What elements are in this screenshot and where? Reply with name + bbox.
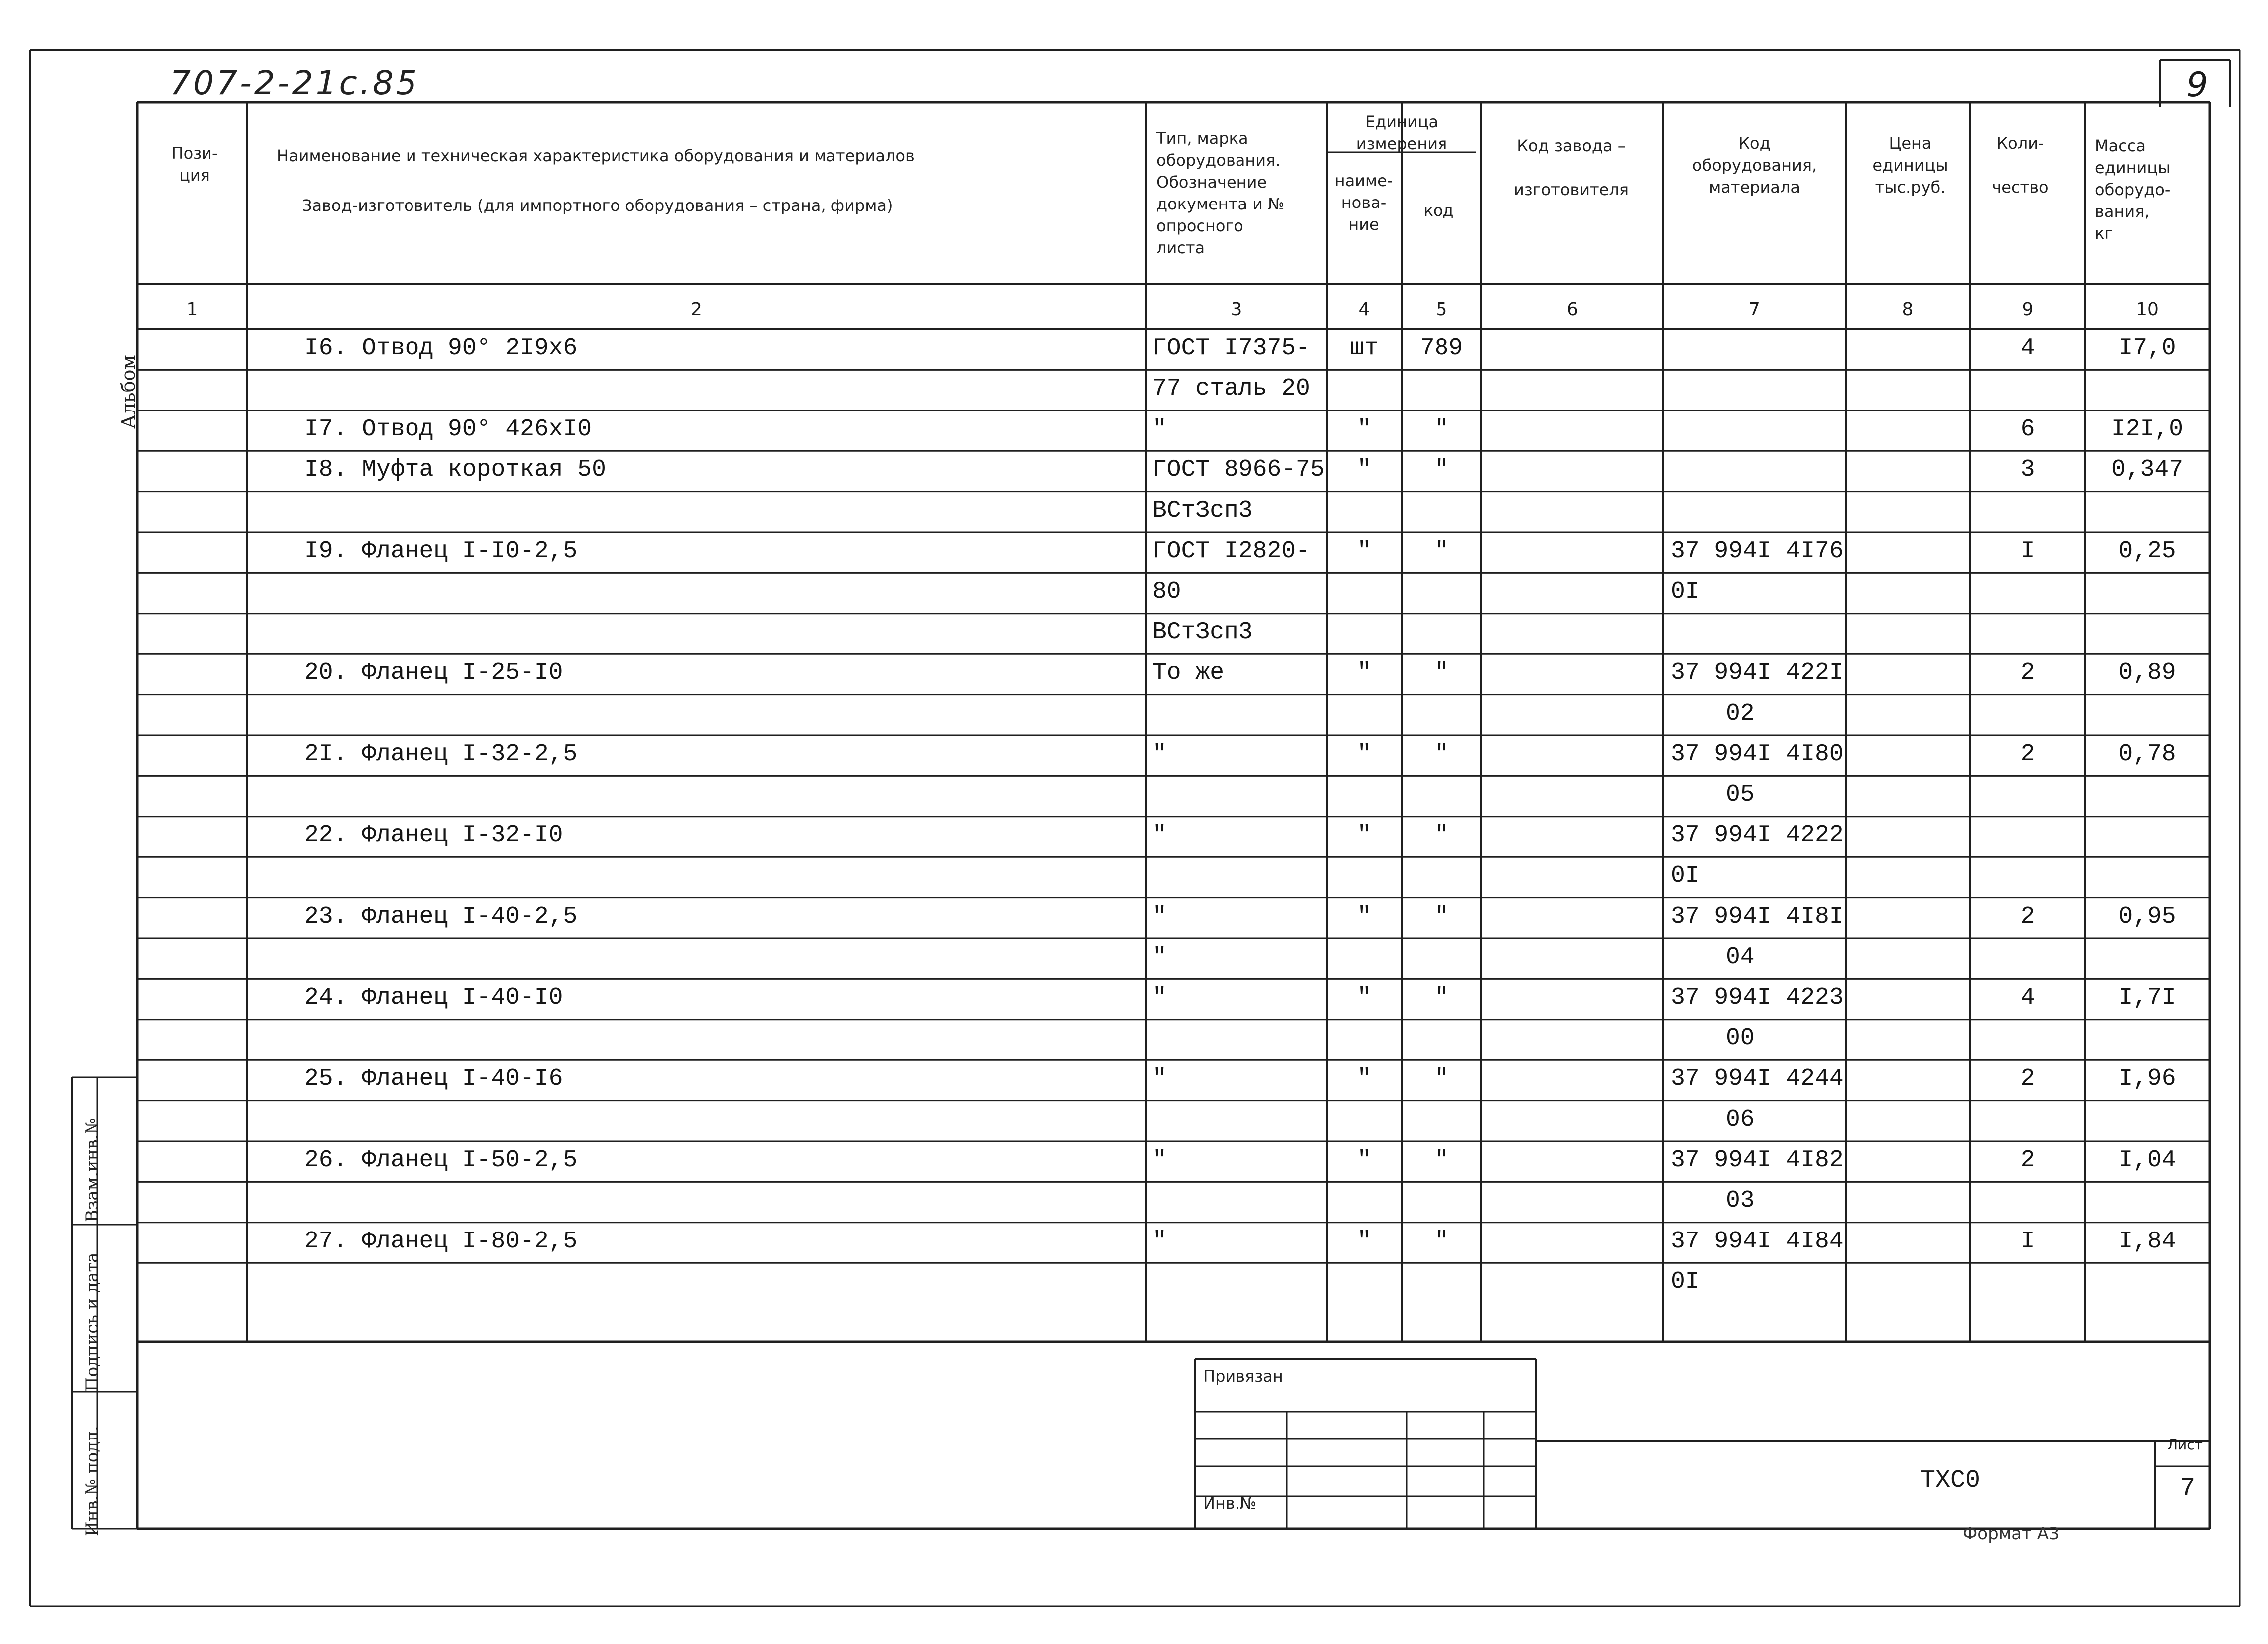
unit-code-cell: " [1434, 741, 1449, 768]
sheet-label: Лист [2167, 1437, 2203, 1453]
quantity-cell: 3 [2020, 456, 2035, 484]
quantity-cell: I [2020, 538, 2035, 565]
item-type-cell: 80 [1152, 578, 1181, 606]
item-name-cell: 2I. Фланец I-32-2,5 [304, 741, 578, 768]
unit-code-cell: " [1434, 415, 1449, 443]
material-code-cell: 37 994I 4I84 [1671, 1228, 1844, 1255]
material-code-cell: 37 994I 4I76 [1671, 538, 1844, 565]
material-code-cell: 37 994I 4244 [1671, 1065, 1844, 1093]
side-label-sign-date: Подпись и дата [82, 1252, 102, 1392]
stamp-inv-no: Инв.№ [1203, 1494, 1257, 1513]
item-type-cell: " [1152, 741, 1167, 768]
item-type-cell: ГОСТ I7375- [1152, 335, 1310, 362]
unit-code-cell: " [1434, 456, 1449, 484]
item-type-cell: " [1152, 822, 1167, 849]
item-type-cell: ГОСТ I2820- [1152, 538, 1310, 565]
material-code-cell: 06 [1726, 1106, 1755, 1133]
unit-name-cell: " [1357, 822, 1372, 849]
header-mass: Масса единицы оборудо- вания, кг [2095, 136, 2171, 243]
item-type-cell: " [1152, 944, 1167, 971]
unit-code-cell: " [1434, 659, 1449, 687]
material-code-cell: 03 [1726, 1187, 1755, 1215]
item-type-cell: 77 сталь 20 [1152, 375, 1310, 403]
quantity-cell: 2 [2020, 903, 2035, 930]
side-label-inv-orig: Инв.№ подл. [82, 1426, 102, 1536]
document-mark: ТХС0 [1920, 1466, 1981, 1495]
item-name-cell: 23. Фланец I-40-2,5 [304, 903, 578, 930]
column-number: 10 [2136, 299, 2159, 320]
quantity-cell: 2 [2020, 659, 2035, 687]
material-code-cell: 04 [1726, 944, 1755, 971]
column-number: 7 [1749, 299, 1760, 320]
item-type-cell: " [1152, 1228, 1167, 1255]
unit-code-cell: " [1434, 822, 1449, 849]
material-code-cell: 02 [1726, 700, 1755, 727]
unit-name-cell: " [1357, 741, 1372, 768]
material-code-cell: 0I [1671, 578, 1700, 606]
column-number: 5 [1436, 299, 1447, 320]
item-name-cell: 24. Фланец I-40-I0 [304, 984, 563, 1012]
quantity-cell: 2 [2020, 741, 2035, 768]
mass-cell: I2I,0 [2111, 415, 2184, 443]
mass-cell: I,96 [2118, 1065, 2176, 1093]
column-number: 4 [1358, 299, 1370, 320]
header-name: Наименование и техническая характеристика оборудования и материалов [277, 146, 915, 165]
unit-code-cell: " [1434, 984, 1449, 1012]
sheet-value: 7 [2180, 1474, 2196, 1503]
unit-code-cell: 789 [1420, 335, 1463, 362]
mass-cell: I,7I [2118, 984, 2176, 1012]
mass-cell: 0,347 [2111, 456, 2184, 484]
side-label-inv-replace: Взам.инв.№ [82, 1118, 102, 1222]
material-code-cell: 00 [1726, 1025, 1755, 1052]
material-code-cell: 0I [1671, 862, 1700, 890]
item-name-cell: 20. Фланец I-25-I0 [304, 659, 563, 687]
quantity-cell: 4 [2020, 335, 2035, 362]
stamp-bound: Привязан [1203, 1367, 1283, 1386]
unit-name-cell: " [1357, 415, 1372, 443]
item-name-cell: 25. Фланец I-40-I6 [304, 1065, 563, 1093]
material-code-cell: 37 994I 4I8I [1671, 903, 1844, 930]
unit-name-cell: " [1357, 456, 1372, 484]
item-type-cell: ВСтЗсп3 [1152, 497, 1253, 524]
item-name-cell: I8. Муфта короткая 50 [304, 456, 606, 484]
header-type: Тип, марка оборудования. Обозначение документа и № опросного листа [1156, 129, 1285, 257]
mass-cell: 0,25 [2118, 538, 2176, 565]
item-type-cell: " [1152, 1065, 1167, 1093]
mass-cell: 0,95 [2118, 903, 2176, 930]
item-type-cell: То же [1152, 659, 1225, 687]
item-name-cell: 27. Фланец I-80-2,5 [304, 1228, 578, 1255]
quantity-cell: I [2020, 1228, 2035, 1255]
header-quantity: Коли- чество [1992, 134, 2049, 197]
item-name-cell: I6. Отвод 90° 2I9x6 [304, 335, 578, 362]
document-code: 707-2-21с.85 [170, 64, 419, 102]
unit-code-cell: " [1434, 903, 1449, 930]
header-unit-price: Цена единицы тыс.руб. [1872, 134, 1948, 197]
header-position: Пози- ция [171, 144, 218, 185]
column-number: 8 [1902, 299, 1914, 320]
quantity-cell: 2 [2020, 1147, 2035, 1174]
material-code-cell: 37 994I 4223 [1671, 984, 1844, 1012]
side-label-album: Альбом [117, 355, 139, 429]
unit-name-cell: шт [1350, 335, 1379, 362]
mass-cell: I,84 [2118, 1228, 2176, 1255]
header-unit-code: код [1423, 201, 1454, 220]
unit-name-cell: " [1357, 538, 1372, 565]
item-type-cell: " [1152, 903, 1167, 930]
material-code-cell: 37 994I 422I [1671, 659, 1844, 687]
item-type-cell: ГОСТ 8966-75 [1152, 456, 1325, 484]
unit-name-cell: " [1357, 1065, 1372, 1093]
item-type-cell: ВСтЗсп3 [1152, 618, 1253, 646]
column-number: 6 [1567, 299, 1578, 320]
material-code-cell: 37 994I 4222 [1671, 822, 1844, 849]
item-name-cell: 26. Фланец I-50-2,5 [304, 1147, 578, 1174]
header-material-code: Код оборудования, материала [1692, 134, 1817, 197]
header-unit-name: наиме- нова- ние [1334, 171, 1393, 234]
unit-code-cell: " [1434, 1228, 1449, 1255]
mass-cell: 0,78 [2118, 741, 2176, 768]
unit-name-cell: " [1357, 903, 1372, 930]
item-type-cell: " [1152, 984, 1167, 1012]
quantity-cell: 6 [2020, 415, 2035, 443]
quantity-cell: 4 [2020, 984, 2035, 1012]
header-manufacturer: Завод-изготовитель (для импортного оборудования – страна, фирма) [302, 196, 893, 215]
column-number: 1 [186, 299, 198, 320]
unit-name-cell: " [1357, 1147, 1372, 1174]
mass-cell: 0,89 [2118, 659, 2176, 687]
quantity-cell: 2 [2020, 1065, 2035, 1093]
header-unit-group: Единица измерения [1356, 112, 1447, 153]
item-type-cell: " [1152, 1147, 1167, 1174]
unit-name-cell: " [1357, 659, 1372, 687]
column-number: 9 [2022, 299, 2034, 320]
unit-name-cell: " [1357, 984, 1372, 1012]
mass-cell: I,04 [2118, 1147, 2176, 1174]
column-number: 2 [691, 299, 702, 320]
item-name-cell: I9. Фланец I-I0-2,5 [304, 538, 578, 565]
item-name-cell: 22. Фланец I-32-I0 [304, 822, 563, 849]
header-factory-code: Код завода – изготовителя [1513, 136, 1629, 199]
material-code-cell: 0I [1671, 1268, 1700, 1296]
material-code-cell: 37 994I 4I82 [1671, 1147, 1844, 1174]
item-type-cell: " [1152, 415, 1167, 443]
format-label: Формат А3 [1963, 1524, 2060, 1544]
item-name-cell: I7. Отвод 90° 426xI0 [304, 415, 592, 443]
unit-code-cell: " [1434, 1065, 1449, 1093]
unit-code-cell: " [1434, 1147, 1449, 1174]
sheet-number: 9 [2186, 65, 2208, 105]
material-code-cell: 05 [1726, 781, 1755, 809]
material-code-cell: 37 994I 4I80 [1671, 741, 1844, 768]
column-number: 3 [1231, 299, 1242, 320]
unit-code-cell: " [1434, 538, 1449, 565]
mass-cell: I7,0 [2118, 335, 2176, 362]
unit-name-cell: " [1357, 1228, 1372, 1255]
